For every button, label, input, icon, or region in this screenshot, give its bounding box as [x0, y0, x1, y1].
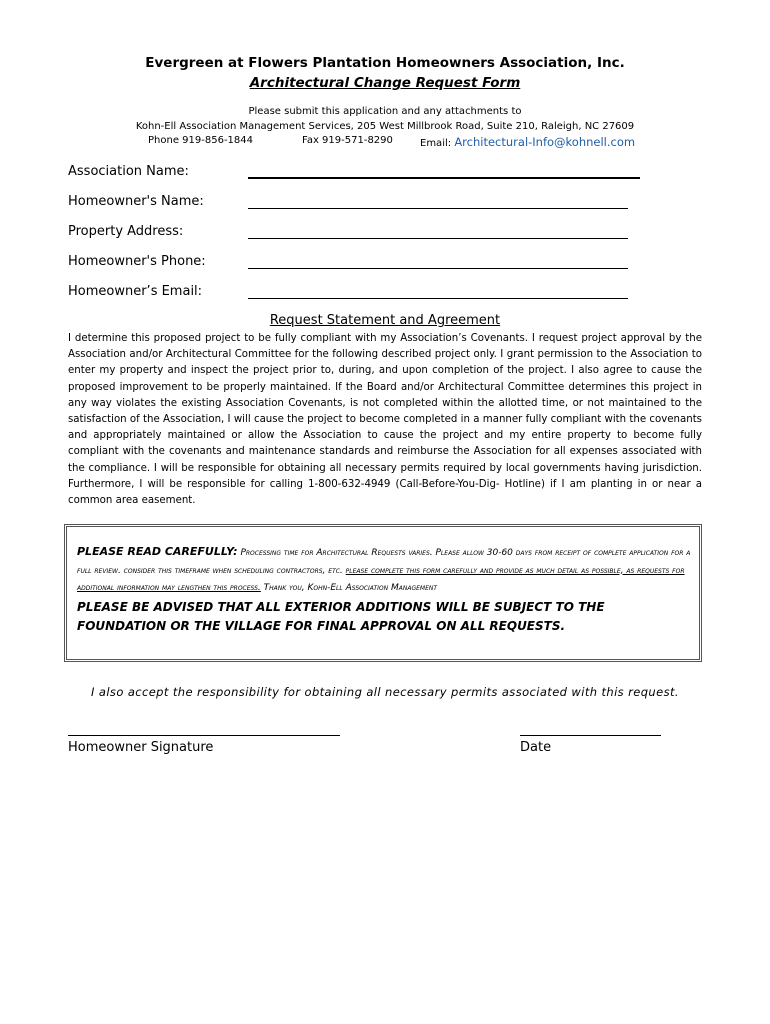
homeowner-email-field[interactable]	[248, 298, 628, 299]
acceptance-statement: I also accept the responsibility for obtaining all necessary permits associated with this request.	[91, 685, 679, 699]
property-address-field[interactable]	[248, 238, 628, 239]
homeowner-email-label: Homeowner’s Email:	[68, 284, 203, 299]
notice-processing-time: Processing time for Architectural Requests varies. Please allow 30-60 days from receipt of complete application for a full review. consider this timeframe when scheduling contractors, etc.	[77, 548, 691, 576]
association-name-label: Association Name:	[68, 164, 189, 179]
management-address: Kohn-Ell Association Management Services, 205 West Millbrook Road, Suite 210, Raleigh, NC 27609	[135, 121, 635, 132]
form-title: Architectural Change Request Form	[249, 75, 521, 91]
notice-text	[77, 543, 692, 636]
property-address-label: Property Address:	[68, 224, 184, 239]
statement-body: I determine this proposed project to be fully compliant with my Association’s Covenants. I request project approval by the Association and/or Architectural Committee for the following described project only. I grant permission to the Association to enter my property and inspect the project prior to, during, and upon completion of the project. I also agree to cause the proposed improvement to be properly maintained. If the Board and/or Architectural Committee determines this project in any way violates the existing Association Covenants, is not completed within the allotted time, or not maintained to the satisfaction of the Association, I will cause the project to become completed in a manner fully compliant with the covenants and appropriately maintained or allow the Association to cause the project and my entire property to become fully compliant with the covenants and maintenance standards and reimburse the Association for all expenses associated with the compliance. I will be responsible for obtaining all necessary permits required by local governments having jurisdiction. Furthermore, I will be responsible for calling 1-800-632-4949 (Call-Before-You-Dig- Hotline) if I am planting in or near a common area easement.	[68, 333, 702, 507]
submit-instruction: Please submit this application and any attachments to	[248, 106, 522, 117]
notice-lead: PLEASE READ CAREFULLY:	[77, 545, 238, 558]
homeowner-phone-field[interactable]	[248, 268, 628, 269]
phone-number: Phone 919-856-1844	[148, 135, 253, 146]
homeowner-name-field[interactable]	[248, 208, 628, 209]
homeowner-phone-label: Homeowner's Phone:	[68, 254, 206, 269]
email-label: Email:	[420, 138, 452, 149]
association-title: Evergreen at Flowers Plantation Homeowners Association, Inc.	[145, 55, 625, 71]
notice-thanks: Thank you, Kohn-Ell Association Management	[263, 583, 438, 593]
date-label: Date	[520, 740, 552, 755]
notice-advisory: PLEASE BE ADVISED THAT ALL EXTERIOR ADDITIONS WILL BE SUBJECT TO THE FOUNDATION OR THE VILLAGE FOR FINAL APPROVAL ON ALL REQUESTS.	[77, 599, 605, 633]
signature-label: Homeowner Signature	[68, 740, 214, 755]
statement-heading: Request Statement and Agreement	[269, 313, 501, 328]
association-name-field[interactable]	[248, 177, 640, 179]
notice-complete-form: please complete this form carefully and provide as much detail as possible, as requests for additional information may lengthen this process.	[77, 565, 685, 593]
email-link[interactable]: Architectural-Info@kohnell.com	[454, 135, 636, 149]
date-field[interactable]	[520, 735, 661, 736]
notice-box	[64, 524, 702, 662]
fax-number: Fax 919-571-8290	[302, 135, 393, 146]
email-row	[420, 135, 635, 149]
signature-field[interactable]	[68, 735, 340, 736]
homeowner-name-label: Homeowner's Name:	[68, 194, 204, 209]
